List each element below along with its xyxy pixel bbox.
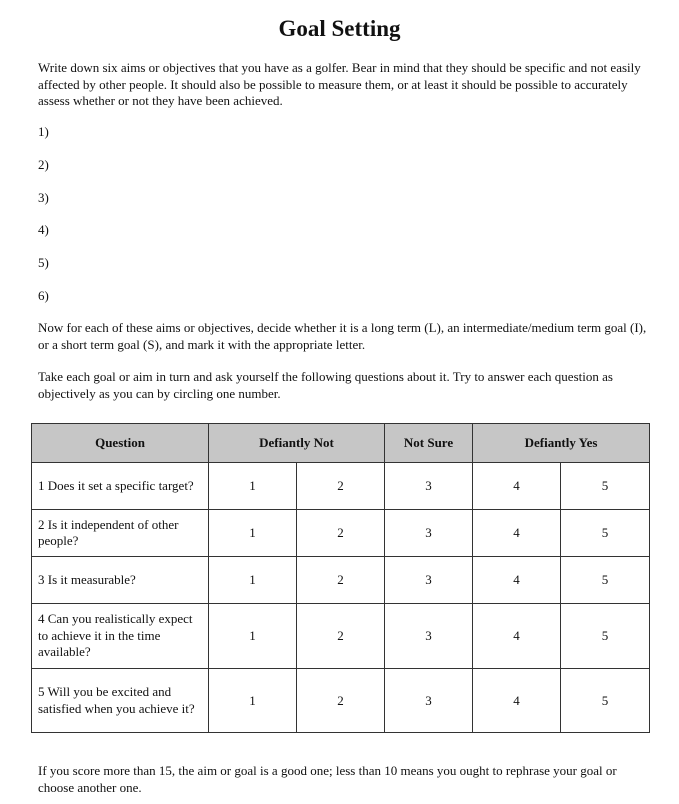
table-row [32, 604, 650, 669]
score-cell[interactable]: 3 [385, 510, 473, 557]
question-cell: 4 Can you realistically expect to achieve it in the time available? [32, 604, 209, 669]
score-cell[interactable]: 5 [561, 510, 650, 557]
rating-table [31, 423, 650, 733]
closing-paragraph: If you score more than 15, the aim or goal is a good one; less than 10 means you ought to rephrase your goal or choose another one. [38, 763, 617, 795]
header-defiantly-not: Defiantly Not [209, 424, 385, 463]
header-defiantly-yes: Defiantly Yes [473, 424, 650, 463]
aim-item-2: 2) [38, 157, 49, 172]
score-cell[interactable]: 3 [385, 557, 473, 604]
score-cell[interactable]: 1 [209, 463, 297, 510]
table-row [32, 510, 650, 557]
score-cell[interactable]: 4 [473, 510, 561, 557]
question-cell: 1 Does it set a specific target? [32, 463, 209, 510]
score-cell[interactable]: 2 [297, 557, 385, 604]
question-cell: 5 Will you be excited and satisfied when you achieve it? [32, 669, 209, 733]
header-not-sure: Not Sure [385, 424, 473, 463]
score-cell[interactable]: 5 [561, 463, 650, 510]
term-instruction-paragraph: Now for each of these aims or objectives, decide whether it is a long term (L), an intermediate/medium term goal (I), or a short term goal (S), and mark it with the appropriate letter. [38, 320, 647, 352]
page-title: Goal Setting [278, 16, 401, 41]
score-cell[interactable]: 4 [473, 669, 561, 733]
score-cell[interactable]: 1 [209, 557, 297, 604]
question-cell: 2 Is it independent of other people? [32, 510, 209, 557]
table-row [32, 669, 650, 733]
score-cell[interactable]: 5 [561, 557, 650, 604]
table-row [32, 557, 650, 604]
score-cell[interactable]: 2 [297, 510, 385, 557]
score-cell[interactable]: 2 [297, 669, 385, 733]
score-cell[interactable]: 1 [209, 510, 297, 557]
intro-paragraph: Write down six aims or objectives that you have as a golfer. Bear in mind that they should be specific and not easily affected by other people. It should also be possible to measure them, or at least it should be possible to accurately assess whether or not they have been achieved. [38, 60, 641, 108]
aim-item-6: 6) [38, 288, 49, 303]
score-cell[interactable]: 4 [473, 557, 561, 604]
table-row [32, 463, 650, 510]
score-cell[interactable]: 3 [385, 604, 473, 669]
score-cell[interactable]: 4 [473, 604, 561, 669]
aim-item-4: 4) [38, 222, 49, 237]
score-cell[interactable]: 2 [297, 463, 385, 510]
score-cell[interactable]: 3 [385, 463, 473, 510]
aim-item-3: 3) [38, 190, 49, 205]
table-header-row [32, 424, 650, 463]
score-cell[interactable]: 1 [209, 669, 297, 733]
score-cell[interactable]: 5 [561, 604, 650, 669]
aim-item-1: 1) [38, 124, 49, 139]
score-cell[interactable]: 2 [297, 604, 385, 669]
score-cell[interactable]: 1 [209, 604, 297, 669]
questions-instruction-paragraph: Take each goal or aim in turn and ask yourself the following questions about it. Try to answer each question as objectively as you can by circling one number. [38, 369, 613, 401]
score-cell[interactable]: 3 [385, 669, 473, 733]
header-question: Question [32, 424, 209, 463]
aim-item-5: 5) [38, 255, 49, 270]
question-cell: 3 Is it measurable? [32, 557, 209, 604]
score-cell[interactable]: 4 [473, 463, 561, 510]
score-cell[interactable]: 5 [561, 669, 650, 733]
